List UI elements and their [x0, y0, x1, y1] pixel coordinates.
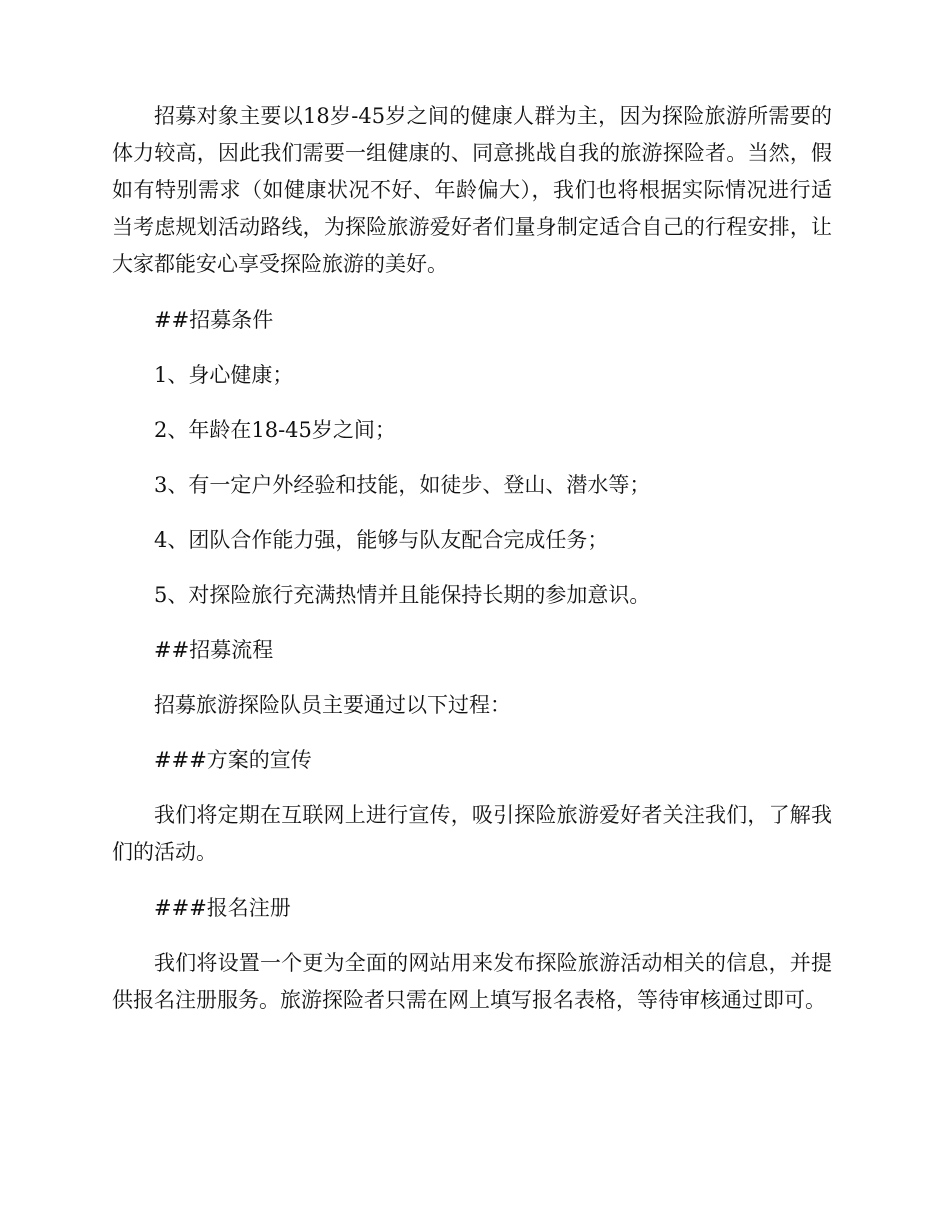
process-intro: 招募旅游探险队员主要通过以下过程：: [154, 693, 511, 717]
section-heading-conditions: ##招募条件: [154, 308, 274, 332]
document-content: [112, 98, 832, 1019]
registration-paragraph: 我们将设置一个更为全面的网站用来发布探险旅游活动相关的信息，并提供报名注册服务。旅游探险者只需在网上填写报名表格，等待审核通过即可。: [112, 951, 832, 1012]
condition-item-1: 1、身心健康；: [154, 363, 294, 387]
subsection-heading-promotion: ###方案的宣传: [154, 748, 312, 772]
condition-item-2: 2、年龄在18-45岁之间；: [154, 418, 396, 442]
section-heading-process: ##招募流程: [154, 638, 274, 662]
condition-item-4: 4、团队合作能力强，能够与队友配合完成任务；: [154, 528, 609, 552]
promotion-paragraph: 我们将定期在互联网上进行宣传，吸引探险旅游爱好者关注我们，了解我们的活动。: [112, 803, 832, 864]
condition-item-3: 3、有一定户外经验和技能，如徒步、登山、潜水等；: [154, 473, 651, 497]
subsection-heading-registration: ###报名注册: [154, 896, 291, 920]
intro-paragraph: 招募对象主要以18岁-45岁之间的健康人群为主，因为探险旅游所需要的体力较高，因此我们需要一组健康的、同意挑战自我的旅游探险者。当然，假如有特别需求（如健康状况不好、年龄偏大），我们也将根据实际情况进行适当考虑规划活动路线，为探险旅游爱好者们量身制定适合自己的行程安排，让大家都能安心享受探险旅游的美好。: [112, 104, 832, 276]
condition-item-5: 5、对探险旅行充满热情并且能保持长期的参加意识。: [154, 583, 651, 607]
